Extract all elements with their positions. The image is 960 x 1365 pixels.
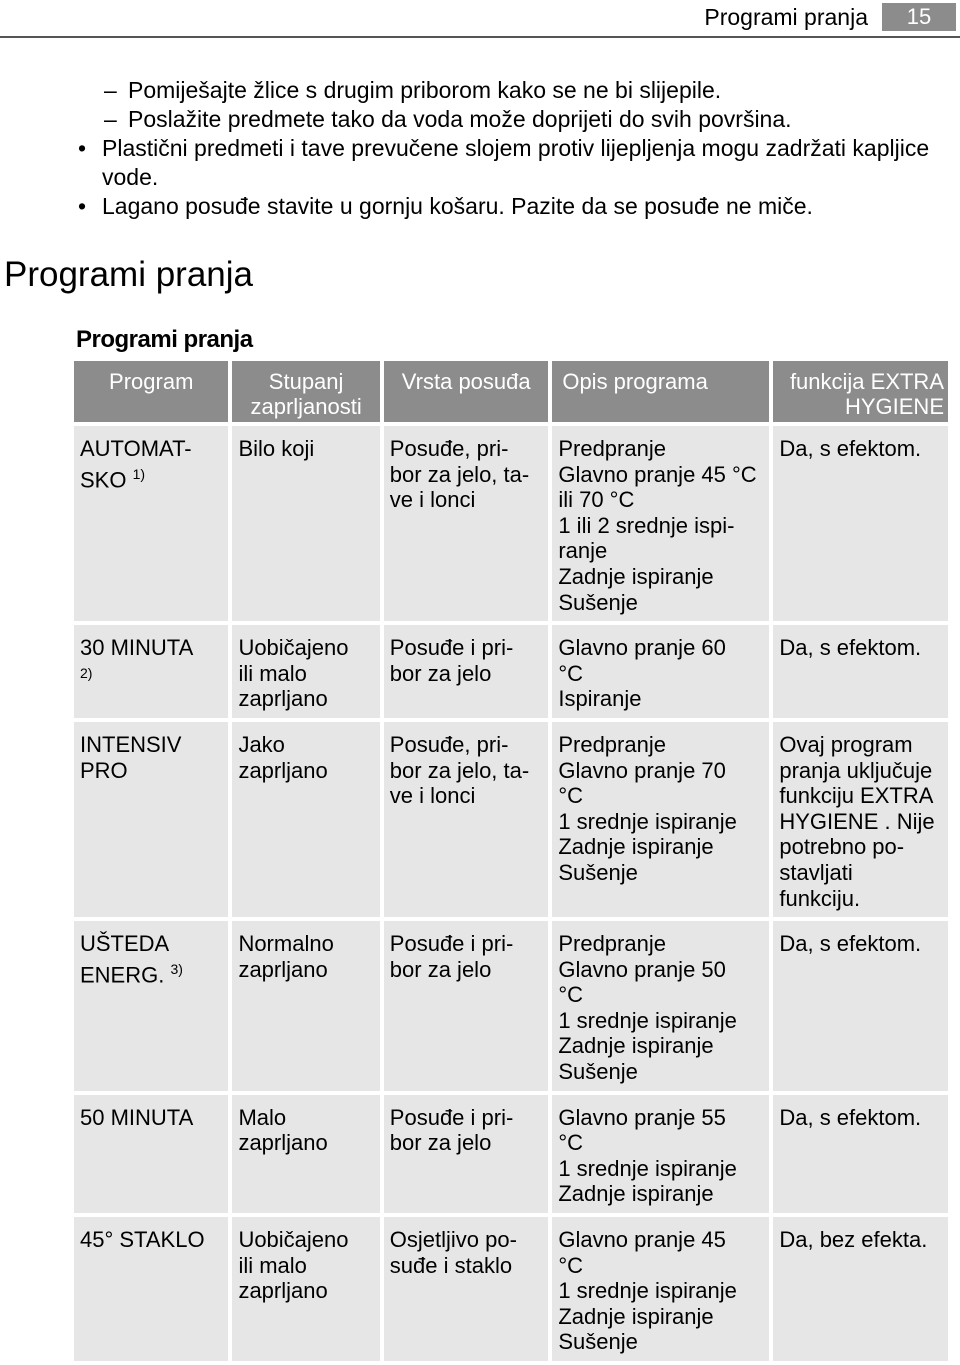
table-row [74,921,948,1091]
table-title: Programi pranja [76,326,253,353]
cell-dishes: Posuđe i pri- bor za jelo [384,625,549,718]
footnote-ref: 3) [170,960,183,977]
list-item: – Pomiješajte žlice s drugim priborom kako se ne bi slijepile. [104,77,722,103]
page-number: 15 [882,3,956,31]
header-soil: Stupanj zaprljanosti [232,361,379,422]
cell-soil: Jako zaprljano [232,722,379,917]
header-hygiene: funkcija EXTRA HYGIENE [773,361,948,422]
header-description: Opis programa [552,361,769,422]
cell-soil: Normalno zaprljano [232,921,379,1091]
cell-description: Predpranje Glavno pranje 50 °C 1 srednje ispiranje Zadnje ispiranje Sušenje [552,921,769,1091]
cell-dishes: Posuđe, pri- bor za jelo, ta- ve i lonci [384,426,549,621]
footnote-ref: 1) [132,465,146,482]
table-row [74,1217,948,1361]
table-header-row [74,361,948,422]
cell-program: 30 MINUTA $^{2)}$ [74,625,228,718]
cell-soil: Bilo koji [232,426,379,621]
footnote-ref: 2) [80,664,93,681]
cell-description: Predpranje Glavno pranje 45 °C ili 70 °C 1 ili 2 srednje ispi- ranje Zadnje ispiranje Sušenje [552,426,769,621]
header-title: Programi pranja [704,4,868,30]
list-item: – Poslažite predmete tako da voda može doprijeti do svih površina. [104,106,792,132]
list-item: • Lagano posuđe stavite u gornju košaru. Pazite da se posuđe ne miče. [78,193,813,219]
cell-hygiene: Da, s efektom. [773,625,948,718]
cell-soil: Malo zaprljano [232,1095,379,1213]
header-program: Program [74,361,228,422]
cell-description: Glavno pranje 45 °C 1 srednje ispiranje Zadnje ispiranje Sušenje [552,1217,769,1361]
tips-list [76,76,956,221]
section-title: Programi pranja [4,255,253,294]
cell-program: 50 MINUTA [74,1095,228,1213]
cell-description: Predpranje Glavno pranje 70 °C 1 srednje ispiranje Zadnje ispiranje Sušenje [552,722,769,917]
table-row [74,426,948,621]
table-row [74,625,948,718]
table-row [74,1095,948,1213]
cell-dishes: Posuđe i pri- bor za jelo [384,921,549,1091]
table-row [74,722,948,917]
cell-program: UŠTEDA ENERG. $^{3)}$ [74,921,228,1091]
cell-soil: Uobičajeno ili malo zaprljano [232,1217,379,1361]
cell-hygiene: Da, s efektom. [773,426,948,621]
cell-program: INTENSIV PRO [74,722,228,917]
cell-hygiene: Da, s efektom. [773,1095,948,1213]
cell-program: AUTOMAT- SKO $^{1)}$ [74,426,228,621]
programs-table [70,357,952,1365]
page-header [0,0,960,38]
cell-soil: Uobičajeno ili malo zaprljano [232,625,379,718]
cell-description: Glavno pranje 60 °C Ispiranje [552,625,769,718]
cell-description: Glavno pranje 55 °C 1 srednje ispiranje Zadnje ispiranje [552,1095,769,1213]
cell-dishes: Osjetljivo po- suđe i staklo [384,1217,549,1361]
cell-hygiene: Da, s efektom. [773,921,948,1091]
cell-hygiene: Ovaj program pranja uključuje funkciju EXTRA HYGIENE . Nije potrebno po- stavljati funkciju. [773,722,948,917]
cell-program: 45° STAKLO [74,1217,228,1361]
cell-dishes: Posuđe i pri- bor za jelo [384,1095,549,1213]
header-dishes: Vrsta posuđa [384,361,549,422]
list-item: • Plastični predmeti i tave prevučene slojem protiv lijepljenja mogu zadržati kapljice vode. [78,135,930,190]
cell-hygiene: Da, bez efekta. [773,1217,948,1361]
cell-dishes: Posuđe, pri- bor za jelo, ta- ve i lonci [384,722,549,917]
